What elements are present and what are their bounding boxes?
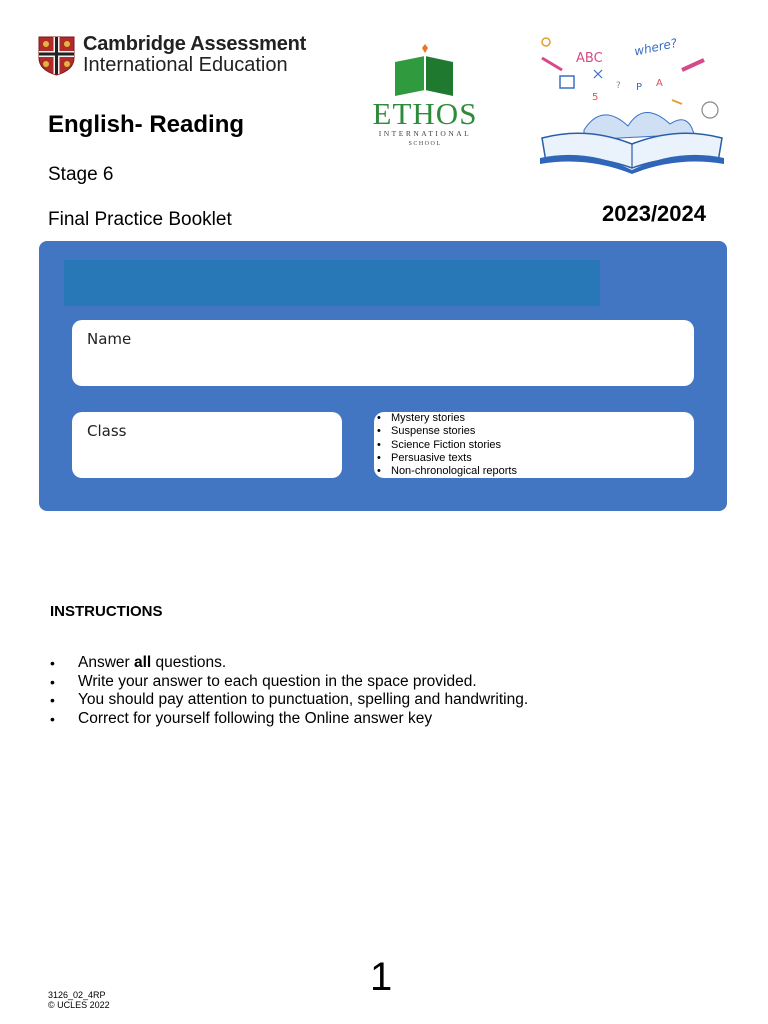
booklet-label: Final Practice Booklet	[48, 209, 232, 230]
instruction-item: • You should pay attention to punctuation, spelling and handwriting.	[50, 691, 528, 710]
cambridge-logo-line2: International Education	[83, 54, 288, 76]
cambridge-logo-line1: Cambridge Assessment	[83, 33, 307, 55]
instruction-emphasis: all	[134, 654, 152, 671]
cambridge-assessment-logo	[38, 34, 308, 80]
svg-text:5: 5	[592, 92, 599, 103]
cambridge-shield-icon	[38, 36, 75, 76]
stage-label: Stage 6	[48, 164, 114, 185]
ethos-logo-name: ETHOS	[372, 96, 478, 131]
academic-year: 2023/2024	[602, 201, 706, 226]
name-field[interactable]	[72, 320, 694, 386]
panel-header-band	[64, 260, 600, 306]
svg-text:P: P	[636, 82, 643, 93]
topic-item: • Mystery stories	[374, 412, 517, 425]
name-label: Name	[87, 330, 132, 348]
topic-item: • Suspense stories	[374, 425, 517, 438]
instructions-list	[50, 654, 528, 728]
instructions-heading: INSTRUCTIONS	[50, 603, 163, 620]
page-number: 1	[370, 955, 393, 999]
svg-text:A: A	[656, 78, 663, 89]
topic-item: • Persuasive texts	[374, 452, 517, 465]
instruction-item: • Correct for yourself following the Online answer key	[50, 710, 528, 729]
ethos-logo-school: SCHOOL	[408, 141, 442, 147]
ethos-school-logo	[370, 44, 480, 152]
open-book-icon	[532, 30, 732, 174]
copyright-text: © UCLES 2022	[48, 1000, 110, 1010]
paper-code: 3126_02_4RP	[48, 990, 106, 1000]
subject-title: English- Reading	[48, 111, 245, 138]
class-label: Class	[87, 422, 127, 440]
footer-codes	[48, 990, 110, 1010]
svg-text:?: ?	[616, 81, 621, 91]
topic-item: • Non-chronological reports	[374, 465, 517, 478]
instruction-item: • Write your answer to each question in the space provided.	[50, 673, 528, 692]
open-book-illustration	[532, 30, 732, 174]
topics-box	[374, 412, 694, 478]
where-doodle: where?	[632, 35, 679, 59]
topics-list	[374, 412, 517, 478]
abc-doodle: ABC	[576, 51, 603, 66]
class-field[interactable]	[72, 412, 342, 478]
instruction-item: • Answer all questions.	[50, 654, 528, 673]
ethos-book-icon	[370, 44, 480, 99]
ethos-logo-subtitle: INTERNATIONAL	[378, 129, 472, 138]
topic-item: • Science Fiction stories	[374, 439, 517, 452]
